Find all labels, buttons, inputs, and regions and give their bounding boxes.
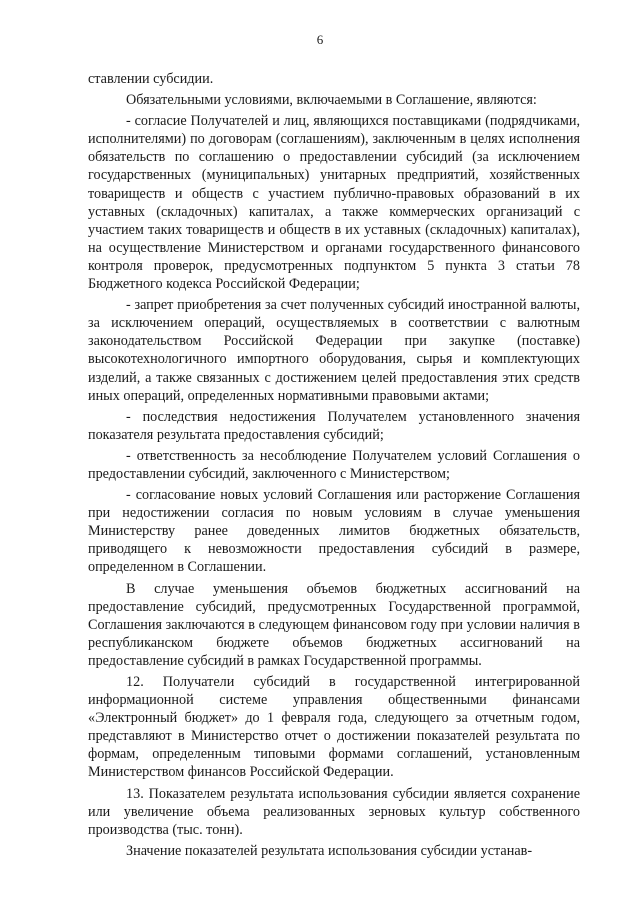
paragraph-new-conditions: - согласование новых условий Соглашения или расторжение Соглашения при недостижении согласия по новым условиям в случае уменьшения Министерству ранее доведенных лимитов бюджетных обязательств, приводящего к невозможности предоставления субсидий в размере, определенном в Соглашении. — [88, 487, 580, 576]
paragraph-consent-to-checks: - согласие Получателей и лиц, являющихся поставщиками (подрядчиками, исполнителями) по договорам (соглашениям), заключенным в целях исполнения обязательств по соглашению о предоставлении субсидий (за исключением государственных (муниципальных) унитарных предприятий, хозяйственных товариществ и обществ с участием публично-правовых образований в их уставных (складочных) капиталах, а также коммерческих организаций с участием таких товариществ и обществ в их уставных (складочных) капиталах), на осуществление Министерством и органами государственного финансового контроля проверок, предусмотренных подпунктом 5 пункта 3 статьи 78 Бюджетного кодекса Российской Федерации; — [88, 113, 580, 293]
paragraph-budget-reduction: В случае уменьшения объемов бюджетных ассигнований на предоставление субсидий, предусмотренных Государственной программой, Соглашения заключаются в следующем финансовом году при условии наличия в республиканском бюджете объемов бюджетных ассигнований на предоставление субсидий в рамках Государственной программы. — [88, 580, 580, 669]
document-body — [88, 70, 580, 863]
paragraph-responsibility: - ответственность за несоблюдение Получателем условий Соглашения о предоставлении субсидий, заключенного с Министерством; — [88, 447, 580, 482]
paragraph-item-13: 13. Показателем результата использования субсидии является сохранение или увеличение объема реализованных зерновых культур собственного производства (тыс. тонн). — [88, 785, 580, 838]
paragraph-consequences: - последствия недостижения Получателем установленного значения показателя результата предоставления субсидий; — [88, 408, 580, 443]
paragraph-item-12: 12. Получатели субсидий в государственной интегрированной информационной системе управления общественными финансами «Электронный бюджет» до 1 февраля года, следующего за отчетным годом, представляют в Министерство отчет о достижении показателей результата по формам, определенным типовыми формами соглашений, установленным Министерством финансов Российской Федерации. — [88, 674, 580, 781]
paragraph-mandatory-conditions: Обязательными условиями, включаемыми в Соглашение, являются: — [126, 92, 537, 109]
paragraph-continuation: ставлении субсидии. — [88, 71, 214, 87]
page-number: 6 — [316, 32, 324, 47]
paragraph-currency-ban: - запрет приобретения за счет полученных субсидий иностранной валюты, за исключением операций, осуществляемых в соответствии с валютным законодательством Российской Федерации при закупке (поставке) высокотехнологичного импортного оборудования, сырья и комплектующих изделий, а также связанных с достижением целей предоставления этих средств иных операций, определенных нормативными правовыми актами; — [88, 297, 580, 404]
paragraph-indicator-values: Значение показателей результата использования субсидии устанав- — [126, 842, 533, 859]
